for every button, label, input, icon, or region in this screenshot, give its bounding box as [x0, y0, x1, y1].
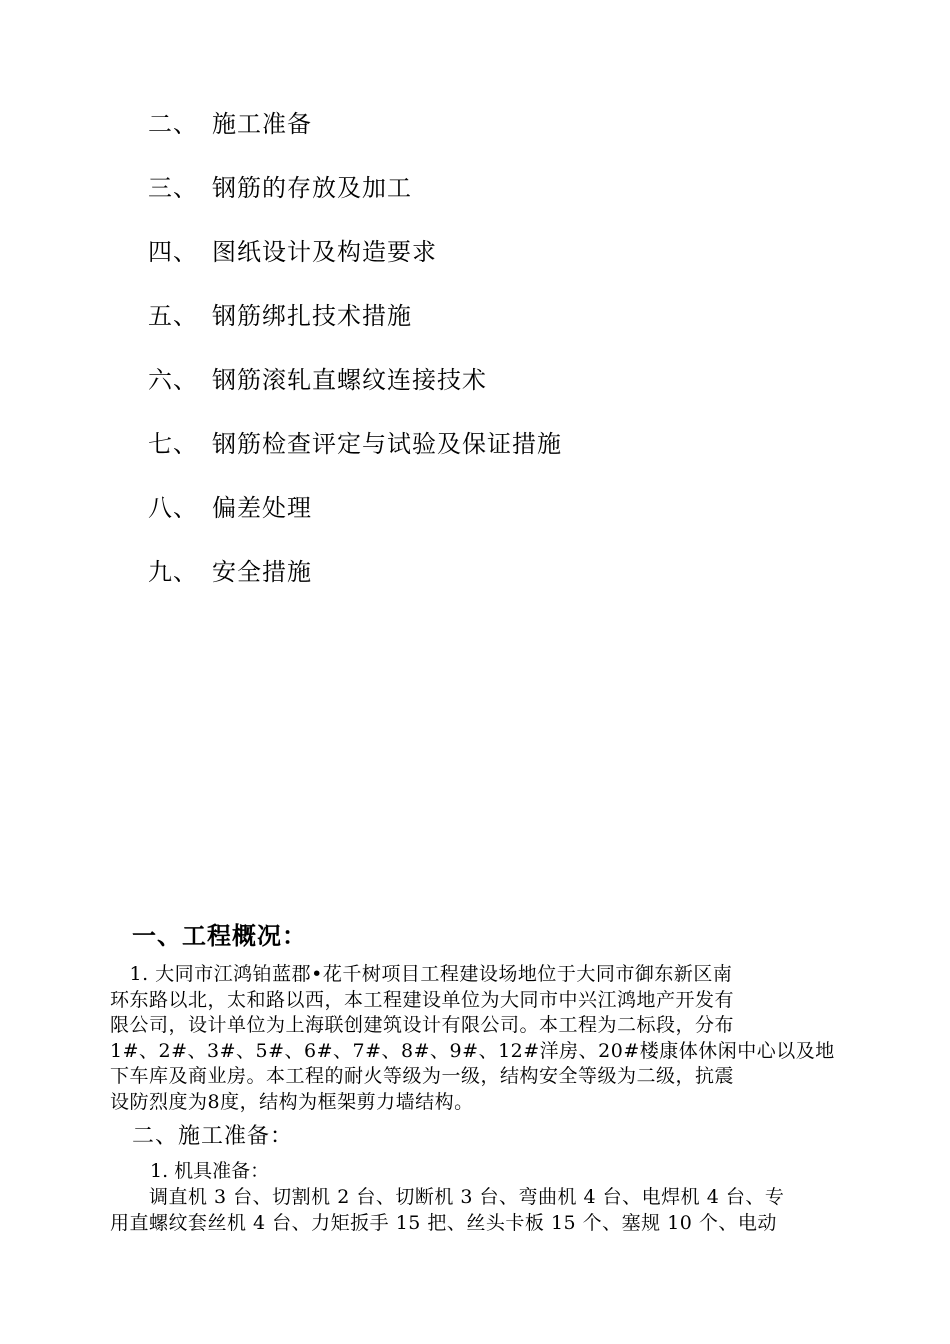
- toc-item-number: 六、: [148, 366, 198, 394]
- paragraph-line: 1#、2#、3#、5#、6#、7#、8#、9#、12#洋房、20#楼康体休闲中心以及地: [110, 1039, 835, 1062]
- toc-item: [148, 360, 562, 424]
- toc-item-number: 五、: [148, 302, 198, 330]
- section-heading-construction-preparation: 二、施工准备：: [132, 1124, 294, 1149]
- section-heading-project-overview: 一、工程概况：: [132, 922, 307, 950]
- project-overview-paragraph: [110, 962, 838, 1115]
- table-of-contents: [148, 104, 562, 616]
- toc-item-title: 钢筋的存放及加工: [212, 174, 412, 202]
- paragraph-line: 调直机 3 台、切割机 2 台、切断机 3 台、弯曲机 4 台、电焊机 4 台、专: [110, 1186, 785, 1208]
- toc-item-number: 二、: [148, 110, 198, 138]
- toc-item-title: 图纸设计及构造要求: [212, 238, 437, 266]
- toc-item-number: 七、: [148, 430, 198, 458]
- toc-item: [148, 424, 562, 488]
- toc-item: [148, 296, 562, 360]
- toc-item-title: 钢筋绑扎技术措施: [212, 302, 412, 330]
- toc-item-number: 四、: [148, 238, 198, 266]
- toc-item-title: 安全措施: [212, 558, 312, 586]
- toc-item-title: 钢筋检查评定与试验及保证措施: [212, 430, 562, 458]
- paragraph-line: 下车库及商业房。本工程的耐火等级为一级，结构安全等级为二级，抗震: [110, 1065, 735, 1087]
- toc-item-number: 三、: [148, 174, 198, 202]
- paragraph-line: 限公司，设计单位为上海联创建筑设计有限公司。本工程为二标段，分布: [110, 1014, 735, 1036]
- paragraph-line: 1. 大同市江鸿铂蓝郡•花千树项目工程建设场地位于大同市御东新区南: [110, 963, 733, 985]
- toc-item-title: 钢筋滚轧直螺纹连接技术: [212, 366, 487, 394]
- toc-item: [148, 168, 562, 232]
- toc-item: [148, 104, 562, 168]
- equipment-paragraph: [110, 1185, 838, 1236]
- toc-item-title: 偏差处理: [212, 494, 312, 522]
- paragraph-line: 设防烈度为8度，结构为框架剪力墙结构。: [110, 1090, 474, 1113]
- paragraph-line: 用直螺纹套丝机 4 台、力矩扳手 15 把、丝头卡板 15 个、塞规 10 个、电动: [110, 1211, 777, 1234]
- toc-item-title: 施工准备: [212, 110, 312, 138]
- toc-item-number: 八、: [148, 494, 198, 522]
- toc-item: [148, 232, 562, 296]
- toc-item-number: 九、: [148, 558, 198, 586]
- toc-item: [148, 552, 562, 616]
- toc-item: [148, 488, 562, 552]
- sub-heading-equipment-preparation: 1. 机具准备：: [150, 1160, 270, 1182]
- paragraph-line: 环东路以北，太和路以西，本工程建设单位为大同市中兴江鸿地产开发有: [110, 988, 735, 1011]
